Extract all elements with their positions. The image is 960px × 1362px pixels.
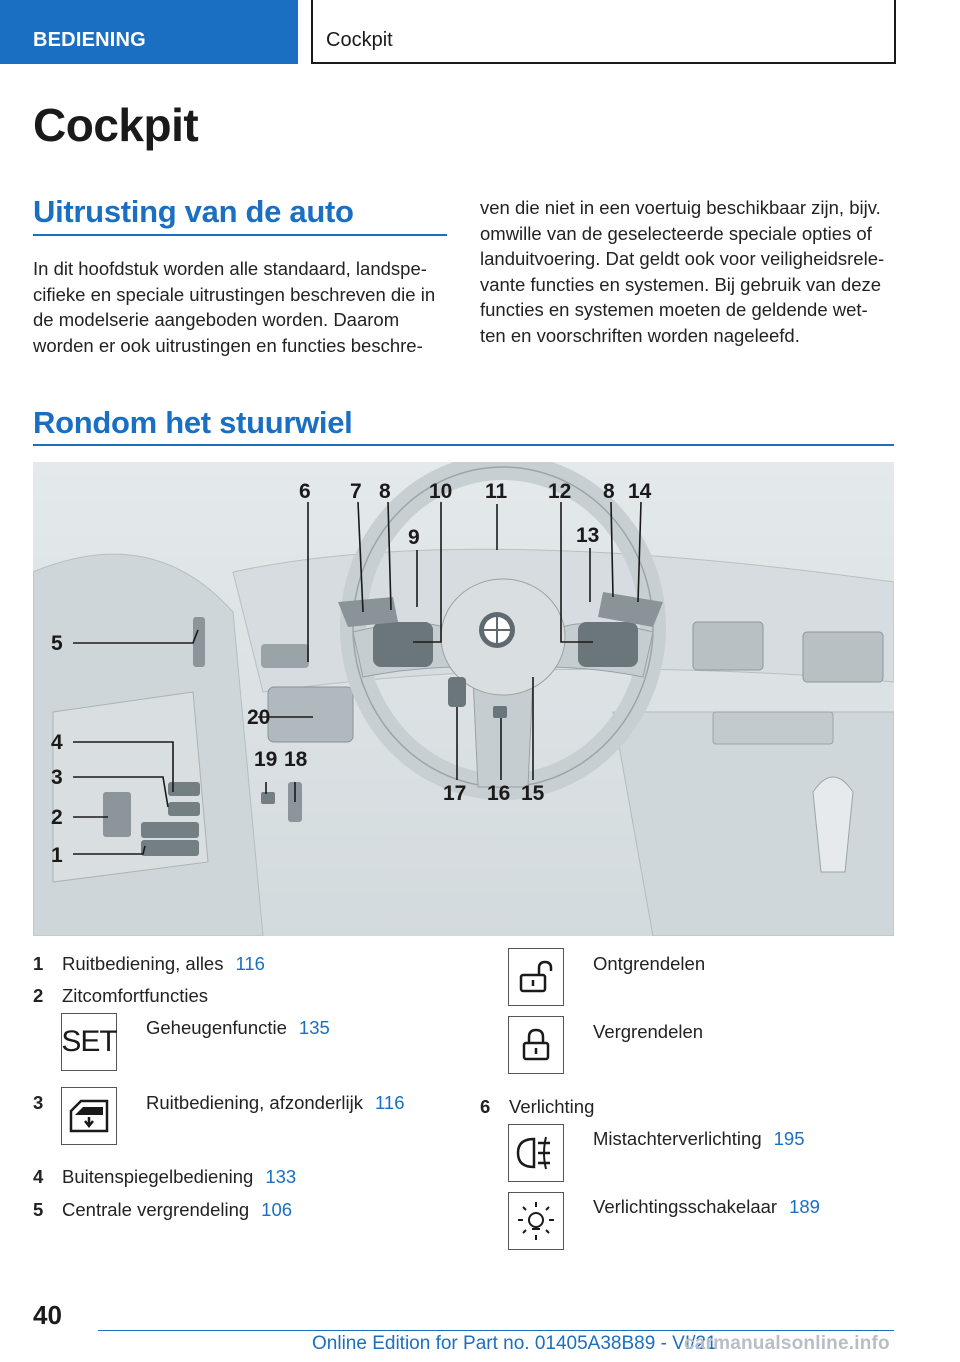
watermark: carmanualsonline.info	[684, 1333, 890, 1354]
lock-icon	[508, 1016, 564, 1074]
legend-label: Buitenspiegelbediening	[62, 1166, 254, 1187]
edition-footer: Online Edition for Part no. 01405A38B89 - VI/21	[312, 1333, 717, 1354]
section-rule	[33, 444, 894, 446]
legend-label: Geheugenfunctie	[146, 1017, 287, 1038]
legend-item	[146, 1017, 330, 1039]
page-link[interactable]: 116	[375, 1092, 405, 1113]
page-number: 40	[33, 1300, 62, 1330]
callout-1: 1	[51, 844, 63, 867]
intro-paragraph-col2	[480, 195, 884, 348]
section-tab: BEDIENING	[0, 0, 298, 64]
page-link[interactable]: 189	[789, 1196, 820, 1217]
page-link[interactable]: 195	[773, 1128, 805, 1149]
callout-2: 2	[51, 806, 63, 829]
callout-6: 6	[299, 480, 311, 503]
legend-item	[62, 1199, 292, 1221]
callout-13: 13	[576, 524, 600, 547]
legend-number: 3	[33, 1092, 44, 1113]
callout-15: 15	[521, 782, 545, 805]
legend-item	[593, 1196, 820, 1218]
callout-14: 14	[628, 480, 652, 503]
callout-17: 17	[443, 782, 467, 805]
legend-number: 6	[480, 1096, 491, 1117]
legend-item	[146, 1092, 405, 1114]
legend-item	[593, 1128, 805, 1150]
text-line: omwille van de geselecteerde speciale opties of	[480, 222, 872, 244]
page-link[interactable]: 106	[261, 1199, 293, 1220]
legend-item	[593, 1021, 703, 1043]
legend-number: 5	[33, 1199, 44, 1220]
legend-label: Vergrendelen	[593, 1021, 704, 1042]
callout-12: 12	[548, 480, 572, 503]
text-line: In dit hoofdstuk worden alle standaard, landspe-	[33, 258, 427, 279]
legend-label: Verlichtingsschakelaar	[593, 1196, 778, 1217]
page-link[interactable]: 135	[298, 1017, 330, 1038]
legend-item	[62, 1166, 296, 1188]
callout-7: 7	[350, 480, 362, 503]
callout-19: 19	[254, 748, 278, 771]
callout-18: 18	[284, 748, 308, 771]
legend-label: Verlichting	[509, 1096, 595, 1117]
cockpit-illustration	[33, 462, 894, 936]
page-link[interactable]: 133	[265, 1166, 297, 1187]
legend-label: Ruitbediening, alles	[62, 953, 224, 974]
rear-fog-light-icon	[508, 1124, 564, 1182]
callout-9: 9	[408, 526, 420, 549]
section-heading-equipment: Uitrusting van de auto	[33, 194, 354, 229]
light-switch-icon	[508, 1192, 564, 1250]
text-line: de modelserie aangeboden worden. Daarom	[33, 309, 400, 330]
set-icon-text: SET	[61, 1025, 117, 1058]
legend-item	[509, 1096, 594, 1118]
text-line: ven die niet in een voertuig beschikbaar zijn, bijv.	[480, 197, 881, 218]
callout-16: 16	[487, 782, 511, 805]
callout-8: 8	[379, 480, 391, 503]
legend-label: Ruitbediening, afzonderlijk	[146, 1092, 363, 1113]
text-line: functies en systemen moeten de geldende wet-	[480, 299, 868, 320]
callout-10: 10	[429, 480, 453, 503]
legend-item	[593, 953, 705, 975]
legend-number: 1	[33, 953, 44, 974]
callout-5: 5	[51, 632, 63, 655]
text-line: vante functies en systemen. Bij gebruik van deze	[480, 273, 882, 295]
page-title: Cockpit	[33, 99, 199, 151]
callout-3: 3	[51, 766, 63, 789]
text-line: ten en voorschriften worden nageleefd.	[480, 324, 800, 346]
legend-number: 2	[33, 985, 44, 1006]
callout-8b: 8	[603, 480, 615, 503]
legend-item	[62, 953, 265, 975]
text-line: landuitvoering. Dat geldt ook voor veiligheidsrele-	[480, 248, 885, 269]
set-icon	[61, 1013, 117, 1071]
legend-label: Mistachterverlichting	[593, 1128, 762, 1149]
callout-4: 4	[51, 731, 63, 754]
chapter-title: Cockpit	[311, 0, 896, 64]
legend-number: 4	[33, 1166, 44, 1187]
section-heading-steering-wheel: Rondom het stuurwiel	[33, 405, 353, 440]
unlock-icon	[508, 948, 564, 1006]
section-rule	[33, 234, 447, 236]
legend-label: Ontgrendelen	[593, 953, 706, 974]
page-link[interactable]: 116	[235, 953, 265, 974]
window-single-icon	[61, 1087, 117, 1145]
cockpit-drawing	[33, 462, 894, 936]
legend-item	[62, 985, 208, 1007]
callout-11: 11	[485, 480, 508, 503]
intro-paragraph-col1	[33, 256, 435, 358]
legend-label: Centrale vergrendeling	[62, 1199, 250, 1220]
callout-20: 20	[247, 706, 271, 729]
text-line: cifieke en speciale uitrustingen beschreven die in	[33, 283, 436, 305]
footer-rule	[98, 1330, 894, 1331]
legend-label: Zitcomfortfuncties	[62, 985, 208, 1006]
text-line: worden er ook uitrustingen en functies beschre-	[33, 334, 423, 356]
